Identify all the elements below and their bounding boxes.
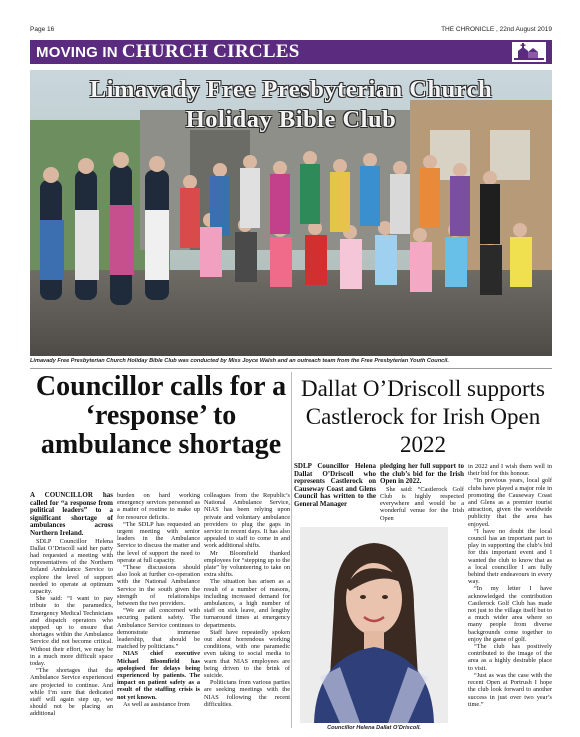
paragraph: The situation has arisen as a result of a number of reasons, including increased demand for ambulances, a high number of staff on sick leave, and lengthy turnaround times at emergency departments. [204, 578, 290, 629]
paragraph: burden on hard working emergency services personnel as a matter of routine to make up for resource deficits. [117, 492, 200, 521]
portrait-illustration [300, 527, 448, 723]
article-column-5 [380, 463, 464, 522]
section-divider [30, 368, 552, 369]
paragraph: “These discussions should also look at further co-operation with the National Ambulance Service in the south given the strength of relationships between the two providers. [117, 564, 200, 608]
paragraph: “In previous years, local golf clubs have played a major role in promoting the Causeway Coast and Glens as a premier tourist attraction, given the worldwide publicity that the area has enjoyed. [468, 477, 552, 528]
paragraph: “I have no doubt the local council has an important part to play in supporting the club’s bid for this important event and I wanted the club to know that as a local councillor I am fully behind their endeavours in every way. [468, 527, 552, 586]
paragraph: colleagues from the Republic’s National Ambulance Service, NIAS has been relying upon private and voluntary ambulance providers to plug the gaps in service in recent days. It has also appealed to staff to come in and work additional shifts. [204, 492, 290, 550]
photo-caption: Limavady Free Presbyterian Church Holiday Bible Club was conducted by Miss Joyce Walsh and an outreach team from the Free Presbyterian Youth Council. [30, 358, 449, 364]
publication-date: THE CHRONICLE , 22nd August 2019 [441, 26, 552, 33]
section-prefix: MOVING IN [36, 43, 118, 61]
article-intro: SDLP Councillor Helena Dallat O’Driscoll who represents Castlerock on Causeway Coast and Glens Council has written to the General Manager [294, 462, 376, 508]
section-title: CHURCH CIRCLES [121, 41, 300, 62]
paragraph: “Just as was the case with the recent Open at Portrush I hope the club look forward to another success in just over two year’s time.” [468, 671, 552, 708]
photo-title-line1: Limavady Free Presbyterian Church [89, 76, 493, 103]
article-column-3 [204, 492, 290, 708]
article-intro-continued: pledging her full support to the club’s bid for the Irish Open in 2022. [380, 462, 464, 486]
article-intro: A COUNCILLOR has called for “a response from political leaders” to a significant shortage of ambulances across Northern Ireland. [30, 491, 113, 537]
article-column-2 [117, 492, 200, 708]
paragraph: “We are all concerned with securing patient safety. The Ambulance Service continues to demonstrate immense leadership, that should be matched by politicians.” [117, 607, 200, 651]
church-logo-icon [512, 42, 546, 62]
paragraph: Mr Bloomfield thanked employees for “stepping up to the plate” by volunteering to take on extra shifts. [204, 549, 290, 579]
group-photo [30, 70, 552, 356]
paragraph: in 2022 and I wish them well in their bid for this honour. [468, 463, 552, 478]
paragraph: “The club has positively contributed to the image of the area as a highly desirable place to visit. [468, 643, 552, 672]
headline-castlerock: Dallat O’Driscoll supports Castlerock for Irish Open 2022 [300, 376, 545, 457]
article-column-1 [30, 492, 113, 718]
paragraph: She said: “Castlerock Golf Club is highly respected everywhere and would be a wonderful venue for the Irish Open [380, 485, 464, 522]
article-column-4 [294, 463, 376, 509]
headline-ambulance: Councillor calls for a ‘response’ to ambulance shortage [35, 371, 287, 460]
paragraph: SDLP Councillor Helena Dallat O’Driscoll said her party had requested a meeting with representatives of the Northern Ireland Ambulance Service to explore the level of support needed to operate at optimum capacity. [30, 537, 113, 595]
bold-text: NIAS chief executive Michael Bloomfield has apologised for delays being experienced by patients. The impact on patient safety as a result of the staffing crisis is not yet known. [117, 650, 200, 701]
photo-title-line2: Holiday Bible Club [185, 106, 397, 133]
paragraph: She said: “I want to pay tribute to the paramedics, Emergency Medical Technicians and dispatch operators who stepped up to ensure that shortages within the Ambulance Service did not become critical. Without their effort, we may be in a much more difficult space today. [30, 595, 113, 668]
paragraph: As well as assistance from [123, 700, 190, 708]
paragraph: “In my letter I have acknowledged the contribution Castlerock Golf Club has made not just to the village itself but to a much wider area where so many people from diverse backgrounds come together to enjoy the game of golf. [468, 585, 552, 643]
paragraph: Politicians from various parties are seeking meetings with the NIAS following the recent difficulties. [204, 679, 290, 708]
portrait-caption: Councillor Helena Dallat O’Driscoll. [327, 725, 421, 731]
article-column-6 [468, 463, 552, 708]
page-number: Page 16 [30, 26, 55, 33]
councillor-portrait [300, 527, 448, 723]
paragraph: Staff have repeatedly spoken out about horrendous working conditions, with one paramedic even taking to social media to warn that NIAS employees are being driven to the brink of suicide. [204, 628, 290, 680]
section-banner [30, 40, 552, 64]
paragraph-bold [117, 650, 200, 700]
paragraph: “The shortages that the Ambulance Service experienced are projected to continue. And while I’m sure that dedicated staff will again step up, we should not be placing an additional [30, 667, 113, 718]
paragraph: “The SDLP has requested an urgent meeting with senior leaders in the Ambulance Service to discuss the matter and the level of support the need to operate at full capacity. [117, 520, 200, 564]
page-header [30, 26, 552, 38]
